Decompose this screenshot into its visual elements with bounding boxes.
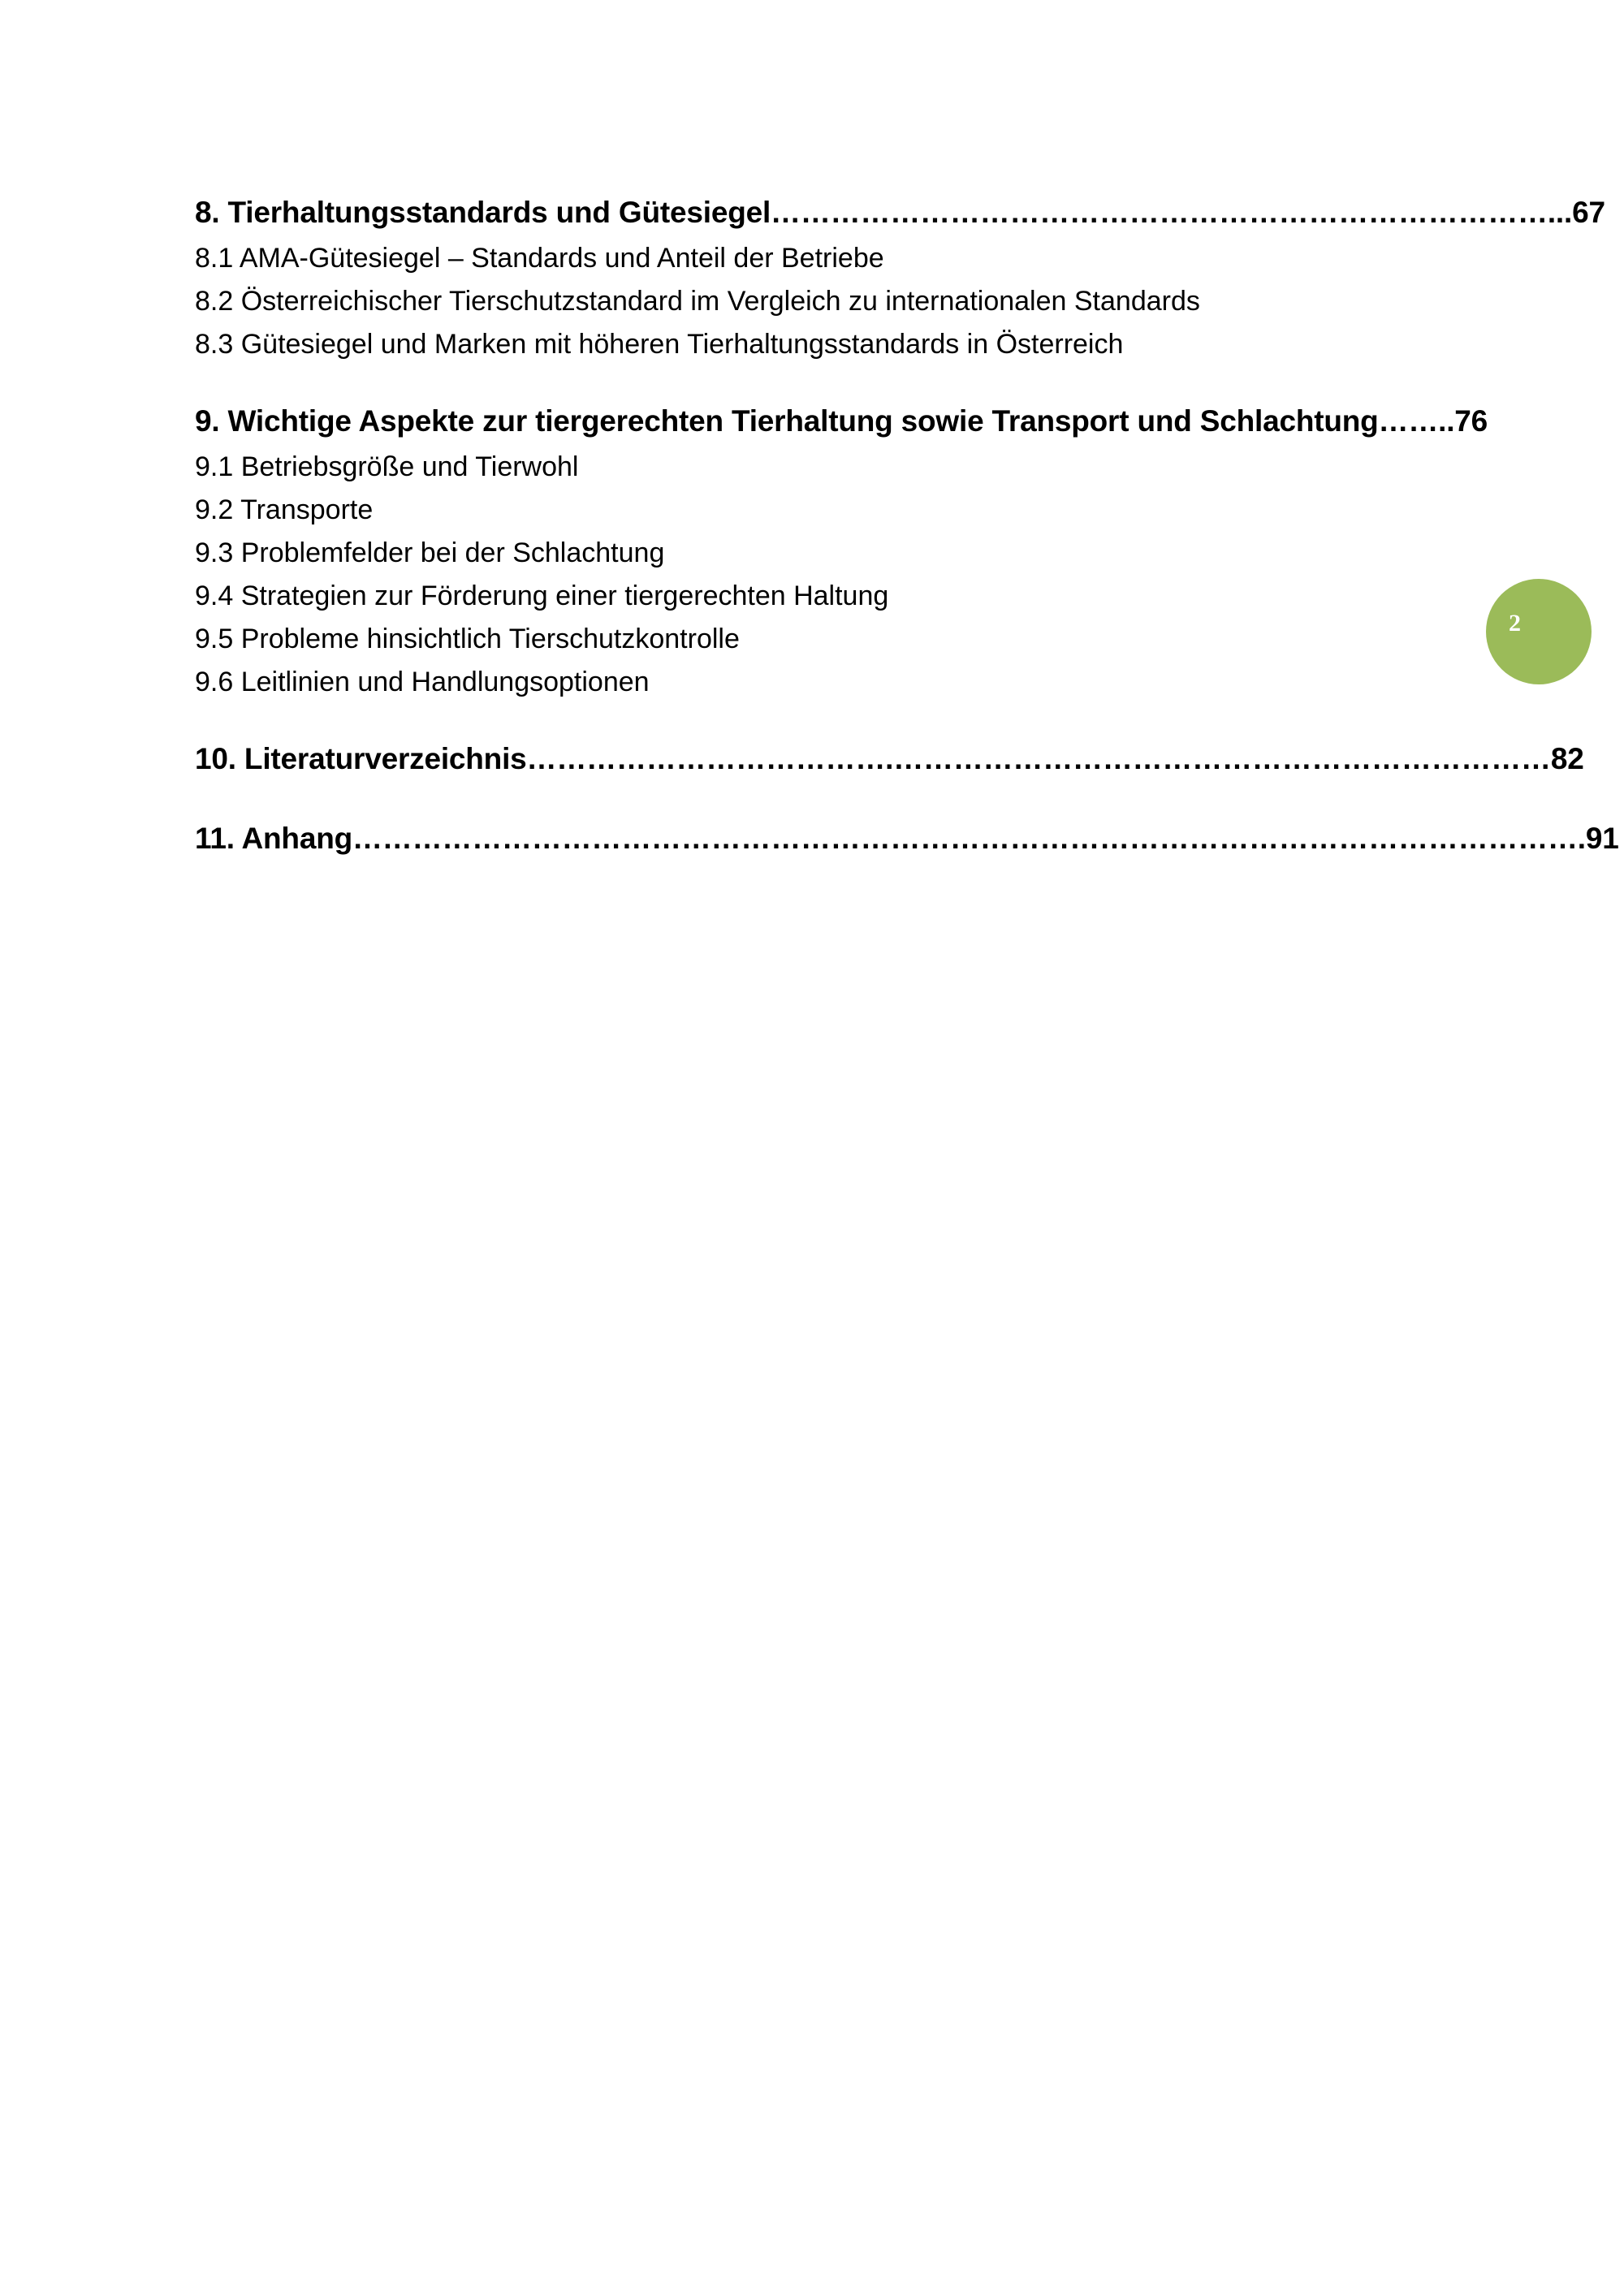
toc-chapter-heading[interactable]: 8. Tierhaltungsstandards und Gütesiegel……………………………………………………………………...67 <box>195 196 1605 229</box>
toc-subsection-item[interactable]: 8.1 AMA-Gütesiegel – Standards und Anteil der Betriebe <box>195 243 884 274</box>
toc-subsection-item[interactable]: 9.5 Probleme hinsichtlich Tierschutzkontrolle <box>195 624 740 654</box>
toc-chapter-heading[interactable]: 10. Literaturverzeichnis……………………………….…………………………………………………………82 <box>195 742 1584 775</box>
toc-chapter-8 <box>195 188 1605 366</box>
toc-subsection-list <box>195 446 1453 704</box>
page-number-badge <box>1486 579 1592 684</box>
toc-chapter-11 <box>195 814 1619 863</box>
toc-subsection-item[interactable]: 9.6 Leitlinien und Handlungsoptionen <box>195 667 650 697</box>
toc-subsection-item[interactable]: 8.2 Österreichischer Tierschutzstandard im Vergleich zu internationalen Standards <box>195 286 1200 317</box>
table-of-contents <box>195 188 1619 894</box>
toc-chapter-heading[interactable]: 11. Anhang…………………………………………………………………………………………………………….91 <box>195 822 1619 855</box>
page-number: 2 <box>1509 610 1521 637</box>
toc-subsection-item[interactable]: 8.3 Gütesiegel und Marken mit höheren Tierhaltungsstandards in Österreich <box>195 329 1124 360</box>
toc-chapter-10 <box>195 735 1584 783</box>
toc-subsection-list <box>195 237 1453 366</box>
toc-subsection-item[interactable]: 9.1 Betriebsgröße und Tierwohl <box>195 451 579 482</box>
toc-chapter-heading[interactable]: 9. Wichtige Aspekte zur tiergerechten Tierhaltung sowie Transport und Schlachtung……..76 <box>195 404 1488 438</box>
toc-subsection-item[interactable]: 9.3 Problemfelder bei der Schlachtung <box>195 537 665 568</box>
toc-subsection-item[interactable]: 9.2 Transporte <box>195 494 374 525</box>
toc-subsection-item[interactable]: 9.4 Strategien zur Förderung einer tiergerechten Haltung <box>195 580 889 611</box>
toc-chapter-9 <box>195 397 1488 704</box>
